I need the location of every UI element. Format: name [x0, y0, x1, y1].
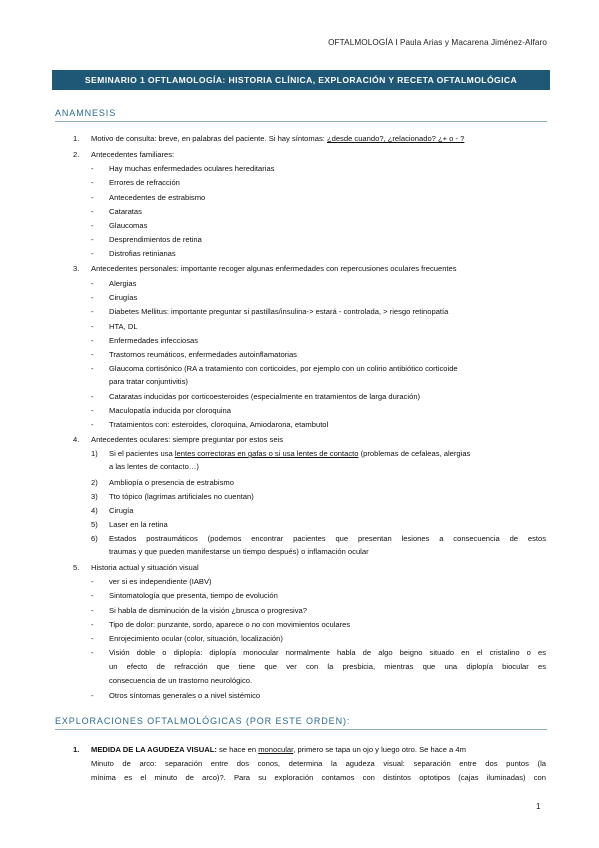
item-text: se hace en — [216, 745, 259, 754]
bullet-dash: - — [91, 406, 94, 415]
bullet-item-continuation: para tratar conjuntivitis) — [109, 377, 188, 386]
bullet-item: Diabetes Mellitus: importante preguntar si pastillas/insulina-> estará - controlada, > riesgo retinopatía — [109, 307, 449, 316]
bullet-item-continuation: consecuencia de un trastorno neurológico. — [109, 676, 253, 685]
sublist-item: Cirugía — [109, 506, 134, 515]
bullet-dash: - — [91, 193, 94, 202]
sublist-item: Estados postraumáticos (podemos encontrar pacientes que presentan lesiones a consecuencia de estos — [109, 534, 546, 543]
bullet-item: Enfermedades infecciosas — [109, 336, 199, 345]
sublist-item — [109, 448, 470, 459]
sublist-number: 4) — [91, 506, 98, 515]
item-text: Si el pacientes usa — [109, 449, 175, 458]
item-text: (problemas de cefaleas, alergias — [358, 449, 471, 458]
bullet-dash: - — [91, 221, 94, 230]
sublist-number: 5) — [91, 520, 98, 529]
bullet-dash: - — [91, 350, 94, 359]
bullet-dash: - — [91, 364, 94, 373]
bullet-dash: - — [91, 235, 94, 244]
bullet-item: HTA, DL — [109, 322, 138, 331]
list-item-continuation: mínima es el minuto de arco)?. Para su exploración contamos con distintos optotipos (cajas iluminadas) con — [91, 773, 546, 782]
bullet-item: Cirugías — [109, 293, 138, 302]
sublist-item-continuation: a las lentes de contacto…) — [109, 462, 199, 471]
list-item: Antecedentes oculares: siempre preguntar por estos seis — [91, 435, 284, 444]
list-item — [91, 744, 466, 755]
underlined-text: lentes correctoras en gafas o si usa lentes de contacto — [174, 449, 359, 458]
bullet-dash: - — [91, 307, 94, 316]
sublist-item-continuation: traumas y que pueden manifestarse un tiempo después) o inflamación ocular — [109, 547, 369, 556]
running-header: OFTALMOLOGÍA I Paula Arias y Macarena Jiménez-Alfaro — [328, 38, 547, 47]
sublist-number: 6) — [91, 534, 98, 543]
bullet-dash: - — [91, 164, 94, 173]
list-item — [91, 133, 464, 144]
bullet-dash: - — [91, 322, 94, 331]
sublist-item: Tto tópico (lagrimas artificiales no cuentan) — [109, 492, 254, 501]
sublist-number: 3) — [91, 492, 98, 501]
bullet-item: Trastornos reumáticos, enfermedades autoinflamatorias — [109, 350, 297, 359]
item-text: , primero se tapa un ojo y luego otro. Se hace a 4m — [293, 745, 466, 754]
bullet-item: Glaucoma cortisónico (RA a tratamiento con corticoides, por ejemplo con un colirio antibiótico corticoide — [109, 364, 458, 373]
list-item-continuation: Minuto de arco: separación entre dos conos, determina la agudeza visual: separación entre dos puntos (la — [91, 759, 546, 768]
list-number: 5. — [73, 563, 80, 572]
list-item: Antecedentes familiares: — [91, 150, 175, 159]
bullet-item: Enrojecimiento ocular (color, situación, localización) — [109, 634, 283, 643]
bullet-dash: - — [91, 207, 94, 216]
bullet-item: Errores de refracción — [109, 178, 180, 187]
bullet-item: Antecedentes de estrabismo — [109, 193, 206, 202]
bullet-item: Sintomatología que presenta, tiempo de evolución — [109, 591, 278, 600]
seminar-title-banner: SEMINARIO 1 OFTLAMOLOGÍA: HISTORIA CLÍNICA, EXPLORACIÓN Y RECETA OFTALMOLÓGICA — [52, 70, 550, 90]
list-number: 1. — [73, 745, 80, 754]
bullet-item-continuation: un efecto de refracción que tiene que ver con la presbicia, mientras que una diplopía biocular es — [109, 662, 546, 671]
section-rule — [55, 121, 547, 122]
sublist-item: Ambliopía o presencia de estrabismo — [109, 478, 234, 487]
list-number: 2. — [73, 150, 80, 159]
list-item: Historia actual y situación visual — [91, 563, 199, 572]
bullet-dash: - — [91, 420, 94, 429]
list-number: 4. — [73, 435, 80, 444]
section-heading-anamnesis: ANAMNESIS — [55, 108, 117, 118]
bullet-item: Tratamientos con: esteroides, cloroquina, Amiodarona, etambutol — [109, 420, 329, 429]
sublist-number: 1) — [91, 449, 98, 458]
bullet-item: Si habla de disminución de la visión ¿brusca o progresiva? — [109, 606, 307, 615]
sublist-number: 2) — [91, 478, 98, 487]
bullet-dash: - — [91, 392, 94, 401]
bullet-dash: - — [91, 293, 94, 302]
bullet-item: Alergias — [109, 279, 137, 288]
bullet-dash: - — [91, 648, 94, 657]
section-rule — [55, 729, 547, 730]
bullet-item: Distrofias retinianas — [109, 249, 176, 258]
bullet-dash: - — [91, 620, 94, 629]
section-heading-exploraciones: EXPLORACIONES OFTALMOLÓGICAS (POR ESTE ORDEN): — [55, 716, 351, 726]
bullet-item: Hay muchas enfermedades oculares hereditarias — [109, 164, 275, 173]
bullet-dash: - — [91, 249, 94, 258]
bullet-item: Desprendimientos de retina — [109, 235, 202, 244]
list-number: 3. — [73, 264, 80, 273]
bullet-dash: - — [91, 279, 94, 288]
underlined-text: ¿desde cuando?, ¿relacionado? ¿+ o - ? — [326, 134, 465, 143]
bullet-item: Cataratas inducidas por corticoesteroides (especialmente en tratamientos de larga duración) — [109, 392, 421, 401]
bullet-dash: - — [91, 691, 94, 700]
bullet-item: Maculopatía inducida por cloroquina — [109, 406, 232, 415]
bullet-dash: - — [91, 336, 94, 345]
sublist-item: Laser en la retina — [109, 520, 168, 529]
bullet-item: ver si es independiente (IABV) — [109, 577, 212, 586]
bullet-dash: - — [91, 591, 94, 600]
bullet-item: Glaucomas — [109, 221, 148, 230]
bullet-dash: - — [91, 577, 94, 586]
bullet-item: Tipo de dolor: punzante, sordo, aparece o no con movimientos oculares — [109, 620, 351, 629]
bullet-dash: - — [91, 606, 94, 615]
bullet-dash: - — [91, 178, 94, 187]
bold-label: MEDIDA DE LA AGUDEZA VISUAL: — [91, 745, 217, 754]
bullet-item: Cataratas — [109, 207, 142, 216]
item-text: Motivo de consulta: breve, en palabras del paciente. Si hay síntomas: — [91, 134, 327, 143]
page-number: 1 — [536, 802, 541, 811]
bullet-dash: - — [91, 634, 94, 643]
list-item: Antecedentes personales: importante recoger algunas enfermedades con repercusiones oculares frecuentes — [91, 264, 457, 273]
list-number: 1. — [73, 134, 80, 143]
bullet-item: Visión doble o diplopía: diplopía monocular normalmente habla de algo beigno situado en el cristalino o es — [109, 648, 546, 657]
underlined-text: monocular — [258, 745, 294, 754]
bullet-item: Otros síntomas generales o a nivel sistémico — [109, 691, 261, 700]
